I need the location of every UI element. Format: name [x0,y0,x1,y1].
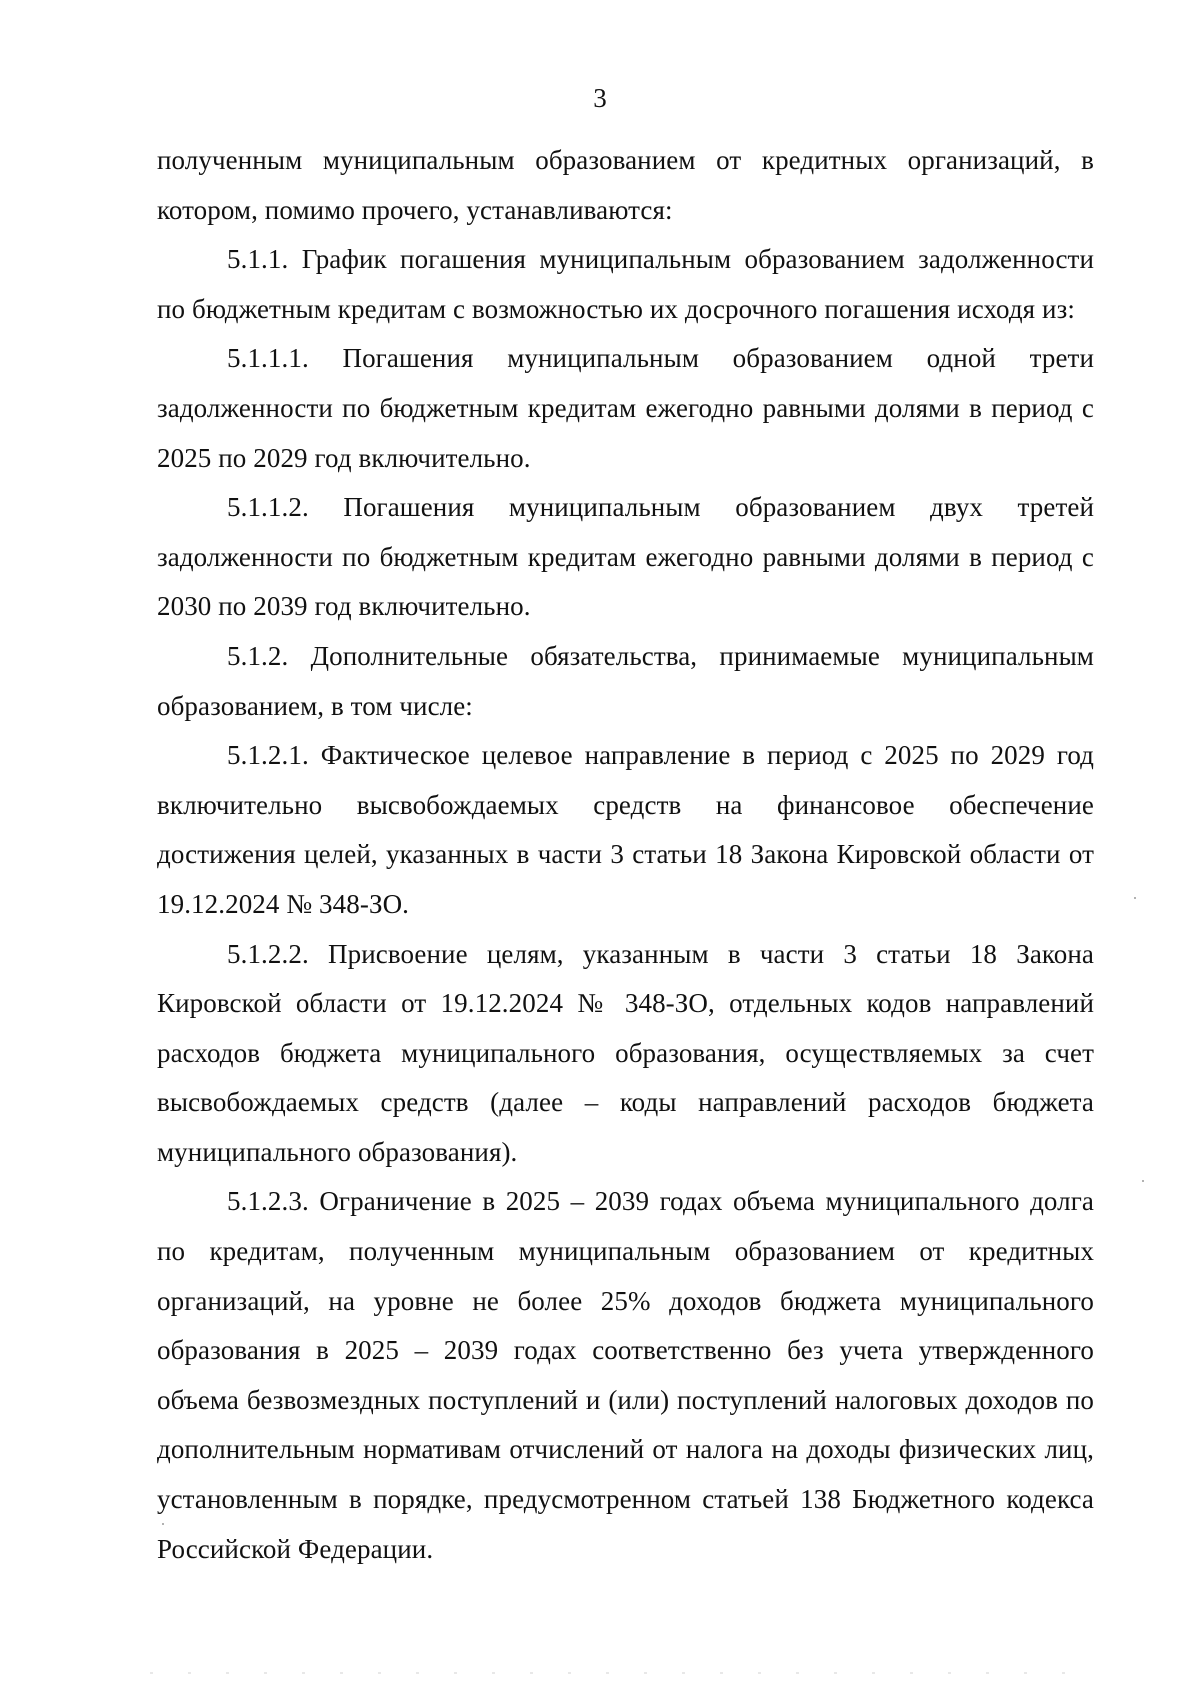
scan-edge-noise [150,1672,1100,1674]
clause-number: 5.1.1. [227,244,289,275]
clause-5-1-1 [157,235,1094,334]
clause-number: 5.1.2.2. [227,938,309,969]
clause-text: Погашения муниципальным образованием двух третей задолженности по бюджетным кредитам ежегодно равными долями в период с 2030 по 2039 год включительно. [157,492,1094,622]
clause-number: 5.1.1.1. [227,343,309,374]
clause-5-1-1-1 [157,334,1094,483]
clause-text: Присвоение целям, указанным в части 3 статьи 18 Закона Кировской области от 19.12.2024 № 348-ЗО, отдельных кодов направлений расходов бюджета муниципального образования, осуществляемых за счет высвобождаемых средств (далее – коды направлений расходов бюджета муниципального образования). [157,938,1094,1167]
clause-number: 5.1.2.1. [227,740,309,771]
clause-5-1-2-2 [157,930,1094,1178]
clause-text: Фактическое целевое направление в период с 2025 по 2029 год включительно высвобождаемых средств на финансовое обеспечение достижения целей, указанных в части 3 статьи 18 Закона Кировской области от 19.12.2024 № 348-ЗО. [157,740,1094,919]
clause-5-1-2-3 [157,1177,1094,1574]
scan-speck [162,1523,164,1525]
page-number: 3 [593,83,607,113]
clause-text: График погашения муниципальным образованием задолженности по бюджетным кредитам с возможностью их досрочного погашения исходя из: [157,244,1094,324]
clause-text: Дополнительные обязательства, принимаемые муниципальным образованием, в том числе: [157,640,1094,721]
clause-text: Погашения муниципальным образованием одной трети задолженности по бюджетным кредитам ежегодно равными долями в период с 2025 по 2029 год включительно. [157,343,1094,473]
paragraph-continuation [157,136,1094,235]
clause-5-1-2-1 [157,731,1094,929]
clause-number: 5.1.2. [227,640,289,671]
clause-number: 5.1.2.3. [227,1186,309,1217]
paragraph-text: полученным муниципальным образованием от кредитных организаций, в котором, помимо прочего, устанавливаются: [157,145,1094,225]
scan-speck [1134,897,1136,899]
clause-5-1-1-2 [157,483,1094,632]
clause-text: Ограничение в 2025 – 2039 годах объема муниципального долга по кредитам, полученным муниципальным образованием от кредитных организаций, на уровне не более 25% доходов бюджета муниципального образования в 2025 – 2039 годах соответственно без учета утвержденного объема безвозмездных поступлений и (или) поступлений налоговых доходов по дополнительным нормативам отчислений от налога на доходы физических лиц, установленным в порядке, предусмотренном статьей 138 Бюджетного кодекса Российской Федерации. [157,1186,1094,1564]
clause-5-1-2 [157,632,1094,731]
document-body [157,136,1094,1574]
scan-speck [1142,1180,1144,1182]
clause-number: 5.1.1.2. [227,492,309,523]
